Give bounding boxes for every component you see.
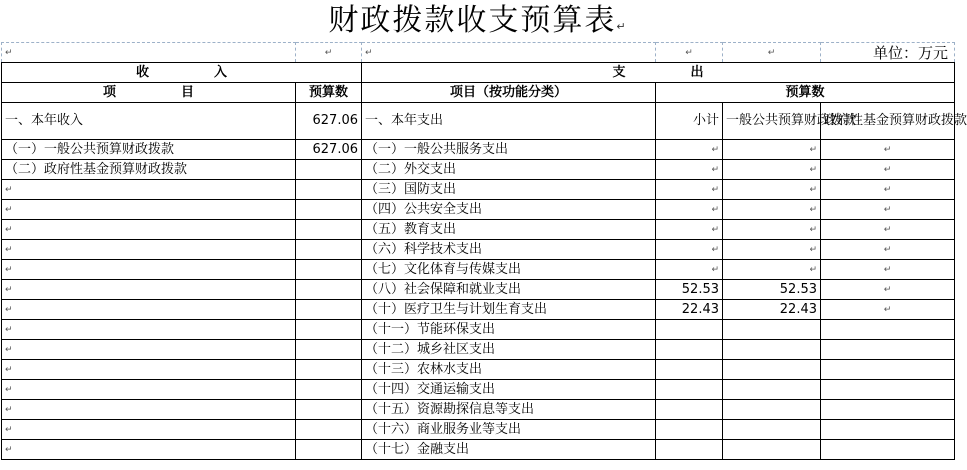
income-item-amount[interactable]	[296, 240, 362, 260]
expense-item-label[interactable]: （六）科学技术支出	[362, 240, 656, 260]
table-row	[2, 320, 955, 340]
expense-subtotal[interactable]	[656, 440, 723, 460]
paragraph-mark-icon: ↵	[883, 245, 892, 255]
income-item-amount[interactable]	[296, 300, 362, 320]
title-text: 财政拨款收支预算表	[328, 3, 617, 38]
table-row	[2, 440, 955, 460]
paragraph-mark-icon: ↵	[883, 265, 892, 275]
expense-item-label[interactable]: （五）教育支出	[362, 220, 656, 240]
expense-subtotal[interactable]: 52.53	[656, 280, 723, 300]
expense-subtotal[interactable]	[656, 320, 723, 340]
paragraph-mark-icon: ↵	[809, 205, 817, 215]
paragraph-mark-icon: ↵	[711, 245, 719, 255]
income-header[interactable]: 收 入	[2, 63, 362, 83]
table-row	[2, 220, 955, 240]
paragraph-mark-icon: ↵	[883, 165, 892, 175]
expense-subtotal[interactable]	[656, 420, 723, 440]
income-item-label[interactable]	[2, 180, 296, 200]
table-row	[2, 360, 955, 380]
expense-item-label[interactable]: （十四）交通运输支出	[362, 380, 656, 400]
paragraph-mark-icon: ↵	[809, 145, 817, 155]
expense-general[interactable]	[723, 400, 821, 420]
income-item-label[interactable]	[2, 220, 296, 240]
paragraph-mark-icon: ↵	[711, 205, 719, 215]
expense-fund[interactable]	[821, 320, 955, 340]
table-row	[2, 280, 955, 300]
expense-item-label[interactable]: （十六）商业服务业等支出	[362, 420, 656, 440]
paragraph-mark-icon: ↵	[809, 225, 817, 235]
paragraph-mark-icon: ↵	[809, 265, 817, 275]
paragraph-mark-icon: ↵	[5, 205, 13, 215]
income-item-label[interactable]	[2, 380, 296, 400]
expense-subtotal[interactable]	[656, 240, 723, 260]
table-row	[2, 340, 955, 360]
expense-fund[interactable]	[821, 220, 955, 240]
expense-subtotal[interactable]	[656, 180, 723, 200]
income-item-amount[interactable]: 627.06	[296, 140, 362, 160]
expense-fund[interactable]	[821, 420, 955, 440]
income-total-label[interactable]: 一、本年收入	[2, 103, 296, 140]
table-row	[2, 240, 955, 260]
expense-subtotal[interactable]	[656, 140, 723, 160]
paragraph-mark-icon: ↵	[5, 305, 13, 315]
paragraph-mark-icon: ↵	[5, 285, 13, 295]
unit-label[interactable]: 单位：万元	[821, 43, 955, 63]
expense-item-label[interactable]: （一）一般公共服务支出	[362, 140, 656, 160]
expense-fund[interactable]	[821, 360, 955, 380]
income-total-amount[interactable]: 627.06	[296, 103, 362, 140]
paragraph-mark-icon: ↵	[711, 145, 719, 155]
expense-total-label[interactable]: 一、本年支出	[362, 103, 656, 140]
expense-item-label[interactable]: （七）文化体育与传媒支出	[362, 260, 656, 280]
budget-group-header[interactable]: 预算数	[656, 83, 955, 103]
expense-general[interactable]	[723, 340, 821, 360]
income-item-label[interactable]	[2, 360, 296, 380]
general-public-header[interactable]: 一般公共预算财政拨款	[723, 103, 821, 140]
expense-fund[interactable]	[821, 180, 955, 200]
table-row	[2, 140, 955, 160]
expense-header[interactable]: 支 出	[362, 63, 955, 83]
empty-cell[interactable]: ↵	[362, 43, 656, 63]
table-row	[2, 200, 955, 220]
expense-item-label[interactable]: （四）公共安全支出	[362, 200, 656, 220]
expense-general[interactable]	[723, 240, 821, 260]
unit-row	[2, 43, 955, 63]
table-row	[2, 420, 955, 440]
budget-table	[1, 42, 967, 460]
document-title	[0, 2, 956, 40]
section-header-row	[2, 63, 955, 83]
expense-fund[interactable]	[821, 240, 955, 260]
income-item-label[interactable]	[2, 440, 296, 460]
income-item-amount[interactable]	[296, 280, 362, 300]
paragraph-mark-icon: ↵	[809, 185, 817, 195]
income-item-label[interactable]	[2, 400, 296, 420]
budget-amount-header[interactable]: 预算数	[296, 83, 362, 103]
income-item-label[interactable]	[2, 200, 296, 220]
table-row	[2, 300, 955, 320]
paragraph-mark-icon: ↵	[5, 225, 13, 235]
paragraph-mark-icon: ↵	[883, 225, 892, 235]
paragraph-mark-icon: ↵	[5, 325, 13, 335]
income-item-amount[interactable]	[296, 400, 362, 420]
expense-fund[interactable]	[821, 140, 955, 160]
expense-subtotal[interactable]	[656, 340, 723, 360]
income-item-amount[interactable]	[296, 260, 362, 280]
expense-subtotal[interactable]	[656, 380, 723, 400]
column-header-row	[2, 83, 955, 103]
income-item-amount[interactable]	[296, 440, 362, 460]
income-item-label[interactable]	[2, 260, 296, 280]
total-row	[2, 103, 955, 140]
income-item-label[interactable]: （二）政府性基金预算财政拨款	[2, 160, 296, 180]
expense-subtotal[interactable]: 22.43	[656, 300, 723, 320]
expense-item-label[interactable]: （二）外交支出	[362, 160, 656, 180]
expense-subtotal[interactable]	[656, 200, 723, 220]
paragraph-mark-icon: ↵	[883, 205, 892, 215]
expense-fund[interactable]	[821, 160, 955, 180]
expense-general[interactable]: 52.53	[723, 280, 821, 300]
paragraph-mark-icon: ↵	[711, 185, 719, 195]
income-item-amount[interactable]	[296, 360, 362, 380]
expense-fund[interactable]	[821, 260, 955, 280]
expense-general[interactable]	[723, 420, 821, 440]
table-row	[2, 160, 955, 180]
paragraph-mark-icon: ↵	[883, 305, 892, 315]
expense-general[interactable]	[723, 180, 821, 200]
paragraph-mark-icon: ↵	[883, 145, 892, 155]
expense-general[interactable]	[723, 440, 821, 460]
paragraph-mark-icon: ↵	[883, 185, 892, 195]
expense-subtotal[interactable]	[656, 260, 723, 280]
empty-cell[interactable]: ↵	[656, 43, 723, 63]
expense-fund[interactable]	[821, 280, 955, 300]
income-item-label[interactable]	[2, 420, 296, 440]
expense-fund[interactable]	[821, 400, 955, 420]
table-row	[2, 400, 955, 420]
paragraph-mark-icon: ↵	[5, 245, 13, 255]
expense-item-label[interactable]: （十三）农林水支出	[362, 360, 656, 380]
expense-fund[interactable]	[821, 340, 955, 360]
expense-general[interactable]	[723, 260, 821, 280]
income-item-amount[interactable]	[296, 160, 362, 180]
paragraph-mark-icon: ↵	[809, 245, 817, 255]
income-item-amount[interactable]	[296, 200, 362, 220]
paragraph-mark-icon: ↵	[711, 265, 719, 275]
paragraph-mark-icon: ↵	[5, 265, 13, 275]
income-item-amount[interactable]	[296, 420, 362, 440]
empty-cell[interactable]: ↵	[723, 43, 821, 63]
expense-subtotal[interactable]	[656, 160, 723, 180]
subtotal-header[interactable]: 小计	[656, 103, 723, 140]
expense-fund[interactable]	[821, 300, 955, 320]
expense-general[interactable]	[723, 160, 821, 180]
income-item-amount[interactable]	[296, 320, 362, 340]
paragraph-mark-icon: ↵	[5, 445, 13, 455]
table-row	[2, 260, 955, 280]
paragraph-mark-icon: ↵	[711, 225, 719, 235]
income-item-label[interactable]	[2, 280, 296, 300]
expense-general[interactable]: 22.43	[723, 300, 821, 320]
income-item-label[interactable]	[2, 240, 296, 260]
expense-fund[interactable]	[821, 380, 955, 400]
paragraph-mark-icon: ↵	[5, 345, 13, 355]
expense-fund[interactable]	[821, 440, 955, 460]
income-item-label[interactable]	[2, 320, 296, 340]
income-item-amount[interactable]	[296, 380, 362, 400]
table-row	[2, 380, 955, 400]
expense-general[interactable]	[723, 200, 821, 220]
income-item-amount[interactable]	[296, 340, 362, 360]
paragraph-mark-icon: ↵	[711, 165, 719, 175]
expense-fund[interactable]	[821, 200, 955, 220]
paragraph-mark-icon: ↵	[5, 385, 13, 395]
income-item-label[interactable]	[2, 300, 296, 320]
item-header[interactable]: 项 目	[2, 83, 296, 103]
table-row	[2, 180, 955, 200]
expense-general[interactable]	[723, 220, 821, 240]
gov-fund-header[interactable]: 政府性基金预算财政拨款	[821, 103, 955, 140]
expense-general[interactable]	[723, 320, 821, 340]
expense-subtotal[interactable]	[656, 360, 723, 380]
paragraph-mark-icon: ↵	[5, 365, 13, 375]
expense-item-label[interactable]: （十五）资源勘探信息等支出	[362, 400, 656, 420]
expense-general[interactable]	[723, 380, 821, 400]
expense-general[interactable]	[723, 360, 821, 380]
expense-subtotal[interactable]	[656, 400, 723, 420]
expense-item-label[interactable]: （十）医疗卫生与计划生育支出	[362, 300, 656, 320]
income-item-label[interactable]	[2, 340, 296, 360]
paragraph-mark-icon: ↵	[809, 165, 817, 175]
income-item-amount[interactable]	[296, 180, 362, 200]
paragraph-mark-icon: ↵	[616, 20, 628, 33]
empty-cell[interactable]: ↵	[296, 43, 362, 63]
expense-item-label[interactable]: （三）国防支出	[362, 180, 656, 200]
paragraph-mark-icon: ↵	[883, 285, 892, 295]
expense-subtotal[interactable]	[656, 220, 723, 240]
paragraph-mark-icon: ↵	[5, 425, 13, 435]
expense-item-label[interactable]: （八）社会保障和就业支出	[362, 280, 656, 300]
paragraph-mark-icon: ↵	[5, 405, 13, 415]
expense-item-label[interactable]: （十七）金融支出	[362, 440, 656, 460]
income-item-amount[interactable]	[296, 220, 362, 240]
empty-cell[interactable]: ↵	[2, 43, 296, 63]
paragraph-mark-icon: ↵	[5, 185, 13, 195]
expense-item-label[interactable]: （十二）城乡社区支出	[362, 340, 656, 360]
expense-item-label[interactable]: （十一）节能环保支出	[362, 320, 656, 340]
item-by-function-header[interactable]: 项目（按功能分类）	[362, 83, 656, 103]
expense-general[interactable]	[723, 140, 821, 160]
income-item-label[interactable]: （一）一般公共预算财政拨款	[2, 140, 296, 160]
